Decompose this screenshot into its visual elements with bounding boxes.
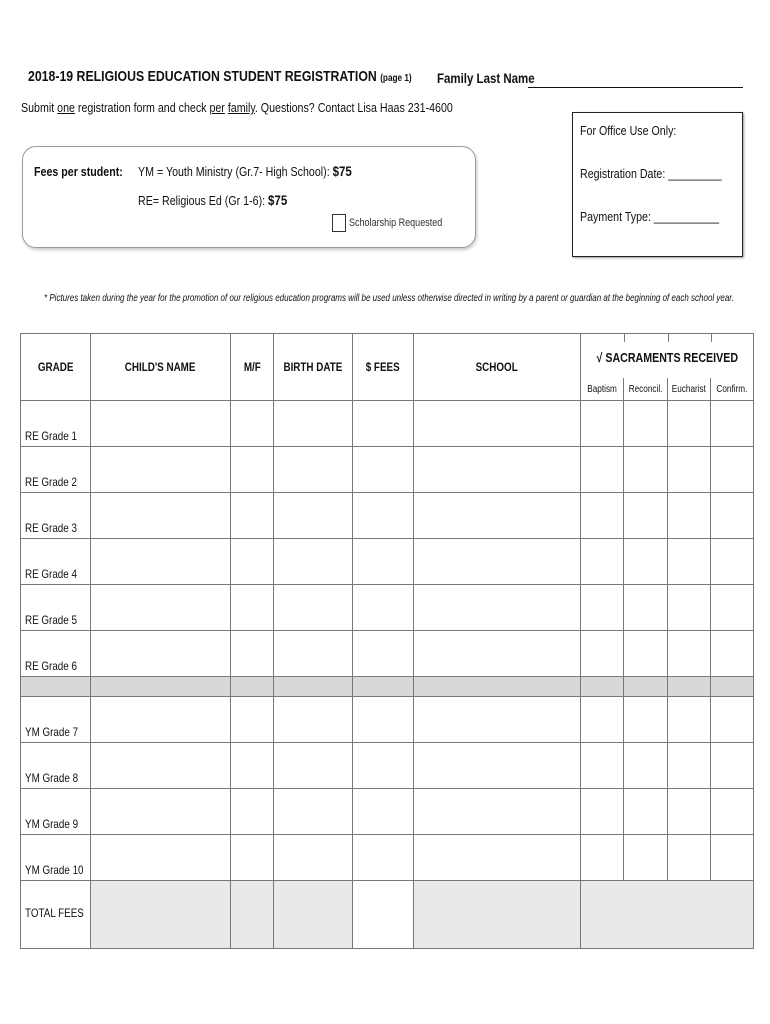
confirmation-cell[interactable] <box>711 835 754 881</box>
fees-cell[interactable] <box>353 631 414 677</box>
childs-name-cell[interactable] <box>91 401 231 447</box>
school-cell[interactable] <box>414 697 581 743</box>
photo-notice: * Pictures taken during the year for the promotion of our religious education programs will be used unless otherwise directed in writing by a parent or guardian at the beginning of each school year. <box>44 293 734 304</box>
school-cell[interactable] <box>414 401 581 447</box>
scholarship-label: Scholarship Requested <box>349 217 443 229</box>
registration-table <box>20 333 754 949</box>
ym-fee-text: YM = Youth Ministry (Gr.7- High School): <box>138 164 333 179</box>
sacrament-baptism: Baptism <box>587 383 617 395</box>
office-use-box <box>572 112 743 257</box>
school-cell[interactable] <box>414 447 581 493</box>
confirmation-cell[interactable] <box>711 401 754 447</box>
reconciliation-cell[interactable] <box>624 697 668 743</box>
re-fee-line <box>138 192 287 208</box>
eucharist-cell[interactable] <box>668 493 711 539</box>
birth-date-cell[interactable] <box>274 631 353 677</box>
birth-date-cell[interactable] <box>274 493 353 539</box>
baptism-cell[interactable] <box>581 631 624 677</box>
gender-cell[interactable] <box>231 697 274 743</box>
fees-cell[interactable] <box>353 789 414 835</box>
fees-cell[interactable] <box>353 401 414 447</box>
confirmation-cell[interactable] <box>711 447 754 493</box>
childs-name-cell[interactable] <box>91 585 231 631</box>
eucharist-cell[interactable] <box>668 835 711 881</box>
grade-label: RE Grade 2 <box>21 447 91 493</box>
grade-label: RE Grade 4 <box>21 539 91 585</box>
childs-name-cell[interactable] <box>91 743 231 789</box>
fees-box <box>22 146 476 248</box>
childs-name-cell[interactable] <box>91 697 231 743</box>
grade-label: YM Grade 10 <box>21 835 91 881</box>
reconciliation-cell[interactable] <box>624 631 668 677</box>
baptism-cell[interactable] <box>581 585 624 631</box>
grade-label: RE Grade 1 <box>21 401 91 447</box>
birth-date-cell[interactable] <box>274 401 353 447</box>
birth-date-cell[interactable] <box>274 789 353 835</box>
total-fees-cell[interactable] <box>353 881 414 949</box>
header-gender: M/F <box>231 334 274 401</box>
submit-text-3: . Questions? Contact Lisa Haas 231-4600 <box>254 100 453 115</box>
grade-label: RE Grade 3 <box>21 493 91 539</box>
table-row <box>21 697 754 743</box>
birth-date-cell[interactable] <box>274 447 353 493</box>
fees-cell[interactable] <box>353 447 414 493</box>
eucharist-cell[interactable] <box>668 631 711 677</box>
ym-fee-amount: $75 <box>332 163 352 179</box>
reconciliation-cell[interactable] <box>624 835 668 881</box>
header-childs-name: CHILD'S NAME <box>91 334 231 401</box>
fees-cell[interactable] <box>353 493 414 539</box>
childs-name-cell[interactable] <box>91 447 231 493</box>
gender-cell[interactable] <box>231 493 274 539</box>
gender-cell[interactable] <box>231 401 274 447</box>
school-cell[interactable] <box>414 743 581 789</box>
reconciliation-cell[interactable] <box>624 401 668 447</box>
baptism-cell[interactable] <box>581 789 624 835</box>
office-use-title: For Office Use Only: <box>580 123 677 138</box>
eucharist-cell[interactable] <box>668 789 711 835</box>
separator-row <box>21 677 754 697</box>
confirmation-cell[interactable] <box>711 585 754 631</box>
title-text: 2018-19 RELIGIOUS EDUCATION STUDENT REGISTRATION <box>28 68 377 85</box>
birth-date-cell[interactable] <box>274 539 353 585</box>
fees-label: Fees per student: <box>34 164 123 179</box>
registration-date-field[interactable]: Registration Date: _________ <box>580 166 722 181</box>
form-title <box>28 68 412 85</box>
reconciliation-cell[interactable] <box>624 789 668 835</box>
table-row <box>21 631 754 677</box>
header-birth-date: BIRTH DATE <box>274 334 353 401</box>
reconciliation-cell[interactable] <box>624 493 668 539</box>
family-last-name-label: Family Last Name <box>437 70 535 86</box>
submit-text-1: Submit <box>21 100 58 115</box>
grade-label: YM Grade 9 <box>21 789 91 835</box>
submit-instructions <box>21 100 453 115</box>
header-sacraments <box>581 334 754 401</box>
school-cell[interactable] <box>414 585 581 631</box>
baptism-cell[interactable] <box>581 447 624 493</box>
childs-name-cell[interactable] <box>91 539 231 585</box>
school-cell[interactable] <box>414 631 581 677</box>
gender-cell[interactable] <box>231 743 274 789</box>
reconciliation-cell[interactable] <box>624 447 668 493</box>
sacrament-eucharist: Eucharist <box>667 378 710 400</box>
scholarship-checkbox[interactable] <box>332 214 346 232</box>
header-grade: GRADE <box>21 334 91 401</box>
header-fees: $ FEES <box>353 334 414 401</box>
baptism-cell[interactable] <box>581 539 624 585</box>
table-row <box>21 493 754 539</box>
school-cell[interactable] <box>414 835 581 881</box>
table-row <box>21 789 754 835</box>
baptism-cell[interactable] <box>581 493 624 539</box>
table-row <box>21 539 754 585</box>
baptism-cell[interactable] <box>581 743 624 789</box>
re-fee-text: RE= Religious Ed (Gr 1-6): <box>138 193 269 208</box>
birth-date-cell[interactable] <box>274 697 353 743</box>
confirmation-cell[interactable] <box>711 493 754 539</box>
childs-name-cell[interactable] <box>91 631 231 677</box>
ym-rows <box>21 697 754 881</box>
ym-fee-line <box>138 163 352 179</box>
confirmation-cell[interactable] <box>711 539 754 585</box>
table-header-row <box>21 334 754 401</box>
grade-label: RE Grade 6 <box>21 631 91 677</box>
gender-cell[interactable] <box>231 585 274 631</box>
fees-cell[interactable] <box>353 697 414 743</box>
gender-cell[interactable] <box>231 789 274 835</box>
sacrament-reconciliation: Reconcil. <box>623 378 666 400</box>
childs-name-cell[interactable] <box>91 493 231 539</box>
birth-date-cell[interactable] <box>274 585 353 631</box>
confirmation-cell[interactable] <box>711 697 754 743</box>
table-row <box>21 835 754 881</box>
reconciliation-cell[interactable] <box>624 539 668 585</box>
eucharist-cell[interactable] <box>668 743 711 789</box>
table-row <box>21 401 754 447</box>
family-last-name-field[interactable] <box>528 87 743 88</box>
school-cell[interactable] <box>414 493 581 539</box>
fees-cell[interactable] <box>353 585 414 631</box>
re-rows <box>21 401 754 677</box>
gender-cell[interactable] <box>231 539 274 585</box>
gender-cell[interactable] <box>231 631 274 677</box>
baptism-cell[interactable] <box>581 835 624 881</box>
fees-cell[interactable] <box>353 835 414 881</box>
childs-name-cell[interactable] <box>91 789 231 835</box>
childs-name-cell[interactable] <box>91 835 231 881</box>
total-fees-label: TOTAL FEES <box>21 881 91 949</box>
baptism-cell[interactable] <box>581 401 624 447</box>
payment-type-field[interactable]: Payment Type: ___________ <box>580 209 720 224</box>
eucharist-cell[interactable] <box>668 401 711 447</box>
baptism-cell[interactable] <box>581 697 624 743</box>
sacraments-title: √ SACRAMENTS RECEIVED <box>596 350 739 365</box>
submit-per-underlined: per <box>209 100 225 115</box>
birth-date-cell[interactable] <box>274 835 353 881</box>
confirmation-cell[interactable] <box>711 789 754 835</box>
confirmation-cell[interactable] <box>711 631 754 677</box>
confirmation-cell[interactable] <box>711 743 754 789</box>
submit-family-underlined: family <box>227 100 255 115</box>
reconciliation-cell[interactable] <box>624 743 668 789</box>
fees-cell[interactable] <box>353 539 414 585</box>
total-fees-row <box>21 881 754 949</box>
grade-label: YM Grade 7 <box>21 697 91 743</box>
submit-text-2: registration form and check <box>74 100 210 115</box>
re-fee-amount: $75 <box>268 192 288 208</box>
eucharist-cell[interactable] <box>668 447 711 493</box>
eucharist-cell[interactable] <box>668 539 711 585</box>
sacrament-confirmation: Confirm. <box>710 378 753 400</box>
table-row <box>21 743 754 789</box>
table-row <box>21 447 754 493</box>
grade-label: RE Grade 5 <box>21 585 91 631</box>
header-school: SCHOOL <box>414 334 581 401</box>
eucharist-cell[interactable] <box>668 697 711 743</box>
page-number: (page 1) <box>380 73 412 84</box>
table-row <box>21 585 754 631</box>
school-cell[interactable] <box>414 789 581 835</box>
grade-label: YM Grade 8 <box>21 743 91 789</box>
gender-cell[interactable] <box>231 835 274 881</box>
reconciliation-cell[interactable] <box>624 585 668 631</box>
school-cell[interactable] <box>414 539 581 585</box>
fees-cell[interactable] <box>353 743 414 789</box>
gender-cell[interactable] <box>231 447 274 493</box>
submit-one-underlined: one <box>57 100 75 115</box>
eucharist-cell[interactable] <box>668 585 711 631</box>
birth-date-cell[interactable] <box>274 743 353 789</box>
